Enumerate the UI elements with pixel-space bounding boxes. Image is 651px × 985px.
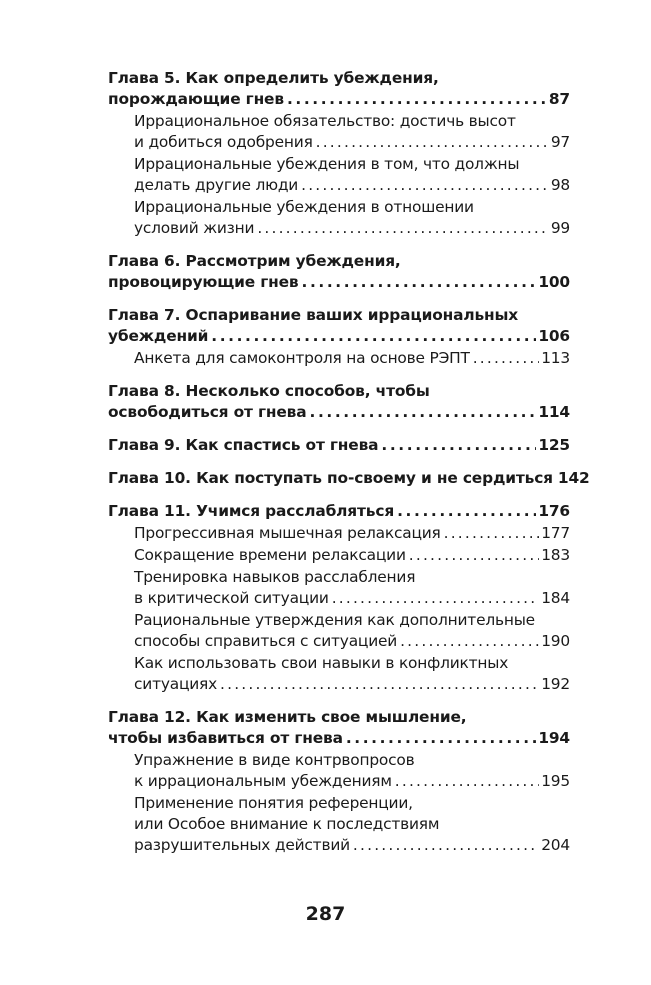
chapter-heading-title: Глава 8. Несколько способов, чтобы xyxy=(108,382,430,400)
subsection-entry-line xyxy=(134,348,570,369)
subsection-entry-title: Анкета для самоконтроля на основе РЭПТ xyxy=(134,349,470,367)
chapter-heading-page: 106 xyxy=(538,327,570,345)
subsection-entry-title: Сокращение времени релаксации xyxy=(134,546,406,564)
subsection-entry-line xyxy=(134,653,570,674)
subsection-entry xyxy=(134,523,570,544)
table-of-contents xyxy=(108,68,590,868)
chapter-heading xyxy=(108,381,570,423)
subsection-entry-title: Иррациональное обязательство: достичь высот xyxy=(134,112,516,130)
subsection-entry xyxy=(134,545,570,566)
subsection-entry-page: 183 xyxy=(541,546,570,564)
chapter-heading-page: 176 xyxy=(538,502,570,520)
subsection-entry-line xyxy=(134,771,570,792)
chapter-heading-page: 114 xyxy=(538,403,570,421)
chapter-heading-title: чтобы избавиться от гнева xyxy=(108,729,343,747)
chapter-heading-line xyxy=(108,251,570,272)
subsection-entry-title: и добиться одобрения xyxy=(134,133,313,151)
chapter-heading-title: порождающие гнев xyxy=(108,90,284,108)
subsection-list xyxy=(108,750,570,856)
dot-leader xyxy=(310,402,537,423)
chapter-heading xyxy=(108,435,570,456)
toc-chapter xyxy=(108,501,570,695)
chapter-heading-line xyxy=(108,435,570,456)
chapter-heading-line xyxy=(108,305,570,326)
subsection-entry xyxy=(134,111,570,153)
subsection-entry-line xyxy=(134,545,570,566)
chapter-heading-title: освободиться от гнева xyxy=(108,403,307,421)
toc-chapter xyxy=(108,381,570,423)
toc-chapter xyxy=(108,435,570,456)
subsection-entry-line xyxy=(134,610,570,631)
chapter-heading-title: провоцирующие гнев xyxy=(108,273,299,291)
dot-leader xyxy=(211,326,536,347)
subsection-entry-title: Упражнение в виде контрвопросов xyxy=(134,751,415,769)
dot-leader xyxy=(395,771,539,792)
toc-chapter xyxy=(108,68,570,239)
toc-chapter xyxy=(108,468,590,489)
subsection-entry-title: Применение понятия референции, xyxy=(134,794,413,812)
subsection-entry-title: делать другие люди xyxy=(134,176,299,194)
subsection-entry xyxy=(134,348,570,369)
subsection-entry-line xyxy=(134,750,570,771)
chapter-heading-line xyxy=(108,707,570,728)
subsection-entry-line xyxy=(134,793,570,814)
subsection-entry-page: 99 xyxy=(550,219,570,237)
subsection-entry-title: к иррациональным убеждениям xyxy=(134,772,392,790)
dot-leader xyxy=(287,89,547,110)
subsection-entry-line xyxy=(134,835,570,856)
chapter-heading-line xyxy=(108,326,570,347)
subsection-entry xyxy=(134,197,570,239)
subsection-entry-title: в критической ситуации xyxy=(134,589,329,607)
chapter-heading-page: 194 xyxy=(538,729,570,747)
subsection-entry-page: 192 xyxy=(541,675,570,693)
subsection-entry-page: 190 xyxy=(541,632,570,650)
dot-leader xyxy=(397,501,536,522)
subsection-entry xyxy=(134,653,570,695)
dot-leader xyxy=(381,435,536,456)
chapter-heading-title: Глава 6. Рассмотрим убеждения, xyxy=(108,252,401,270)
chapter-heading-page: 125 xyxy=(538,436,570,454)
chapter-heading-line xyxy=(108,501,570,522)
subsection-entry-title: способы справиться с ситуацией xyxy=(134,632,398,650)
chapter-heading-title: Глава 11. Учимся расслабляться xyxy=(108,502,395,520)
subsection-entry-line xyxy=(134,631,570,652)
dot-leader xyxy=(473,348,540,369)
subsection-entry-title: Иррациональные убеждения в том, что должны xyxy=(134,155,520,173)
subsection-list xyxy=(108,111,570,239)
subsection-entry-title: Тренировка навыков расслабления xyxy=(134,568,416,586)
subsection-entry-page: 98 xyxy=(550,176,570,194)
subsection-entry xyxy=(134,793,570,856)
subsection-entry xyxy=(134,750,570,792)
chapter-heading-page: 100 xyxy=(538,273,570,291)
chapter-heading-title: Глава 7. Оспаривание ваших иррациональных xyxy=(108,306,519,324)
chapter-heading-title: Глава 12. Как изменить свое мышление, xyxy=(108,708,467,726)
chapter-heading-page: 87 xyxy=(548,90,570,108)
subsection-entry-line xyxy=(134,197,570,218)
dot-leader xyxy=(220,674,539,695)
chapter-heading-title: убеждений xyxy=(108,327,209,345)
chapter-heading-line xyxy=(108,381,570,402)
subsection-entry-title: условий жизни xyxy=(134,219,255,237)
dot-leader xyxy=(302,272,537,293)
subsection-entry xyxy=(134,567,570,609)
subsection-entry-line xyxy=(134,175,570,196)
subsection-entry-page: 195 xyxy=(541,772,570,790)
subsection-entry-title: разрушительных действий xyxy=(134,836,350,854)
subsection-entry-page: 177 xyxy=(541,524,570,542)
subsection-entry-line xyxy=(134,588,570,609)
chapter-heading-line xyxy=(108,728,570,749)
subsection-entry-page: 184 xyxy=(541,589,570,607)
subsection-entry-line xyxy=(134,674,570,695)
subsection-list xyxy=(108,348,570,369)
subsection-entry-line xyxy=(134,814,570,835)
dot-leader xyxy=(346,728,536,749)
chapter-heading xyxy=(108,305,570,347)
chapter-heading-line xyxy=(108,272,570,293)
subsection-entry-title: Прогрессивная мышечная релаксация xyxy=(134,524,441,542)
subsection-entry-line xyxy=(134,567,570,588)
subsection-entry-page: 113 xyxy=(541,349,570,367)
chapter-heading-title: Глава 5. Как определить убеждения, xyxy=(108,69,439,87)
dot-leader xyxy=(409,545,539,566)
subsection-entry xyxy=(134,154,570,196)
subsection-entry-title: Рациональные утверждения как дополнительные xyxy=(134,611,535,629)
subsection-entry-line xyxy=(134,132,570,153)
chapter-heading xyxy=(108,468,590,489)
toc-chapter xyxy=(108,707,570,856)
subsection-entry-page: 97 xyxy=(550,133,570,151)
chapter-heading xyxy=(108,68,570,110)
chapter-heading-line xyxy=(108,402,570,423)
chapter-heading-line xyxy=(108,68,570,89)
subsection-entry-title: Как использовать свои навыки в конфликтных xyxy=(134,654,509,672)
subsection-entry-line xyxy=(134,218,570,239)
dot-leader xyxy=(444,523,540,544)
dot-leader xyxy=(332,588,540,609)
chapter-heading-title: Глава 9. Как спастись от гнева xyxy=(108,436,379,454)
chapter-heading xyxy=(108,501,570,522)
dot-leader xyxy=(301,175,549,196)
subsection-entry-line xyxy=(134,523,570,544)
chapter-heading-line xyxy=(108,89,570,110)
chapter-heading-title: Глава 10. Как поступать по-своему и не сердиться xyxy=(108,469,553,487)
dot-leader xyxy=(353,835,539,856)
subsection-entry-title: ситуациях xyxy=(134,675,218,693)
subsection-entry xyxy=(134,610,570,652)
dot-leader xyxy=(316,132,549,153)
dot-leader xyxy=(400,631,539,652)
subsection-entry-line xyxy=(134,154,570,175)
subsection-entry-title: Иррациональные убеждения в отношении xyxy=(134,198,474,216)
toc-chapter xyxy=(108,251,570,293)
subsection-entry-page: 204 xyxy=(541,836,570,854)
chapter-heading xyxy=(108,251,570,293)
toc-chapter xyxy=(108,305,570,369)
dot-leader xyxy=(257,218,549,239)
subsection-entry-title: или Особое внимание к последствиям xyxy=(134,815,440,833)
chapter-heading-page: 142 xyxy=(557,469,590,487)
page-number: 287 xyxy=(305,903,346,925)
subsection-entry-line xyxy=(134,111,570,132)
chapter-heading xyxy=(108,707,570,749)
subsection-list xyxy=(108,523,570,695)
chapter-heading-line xyxy=(108,468,590,489)
